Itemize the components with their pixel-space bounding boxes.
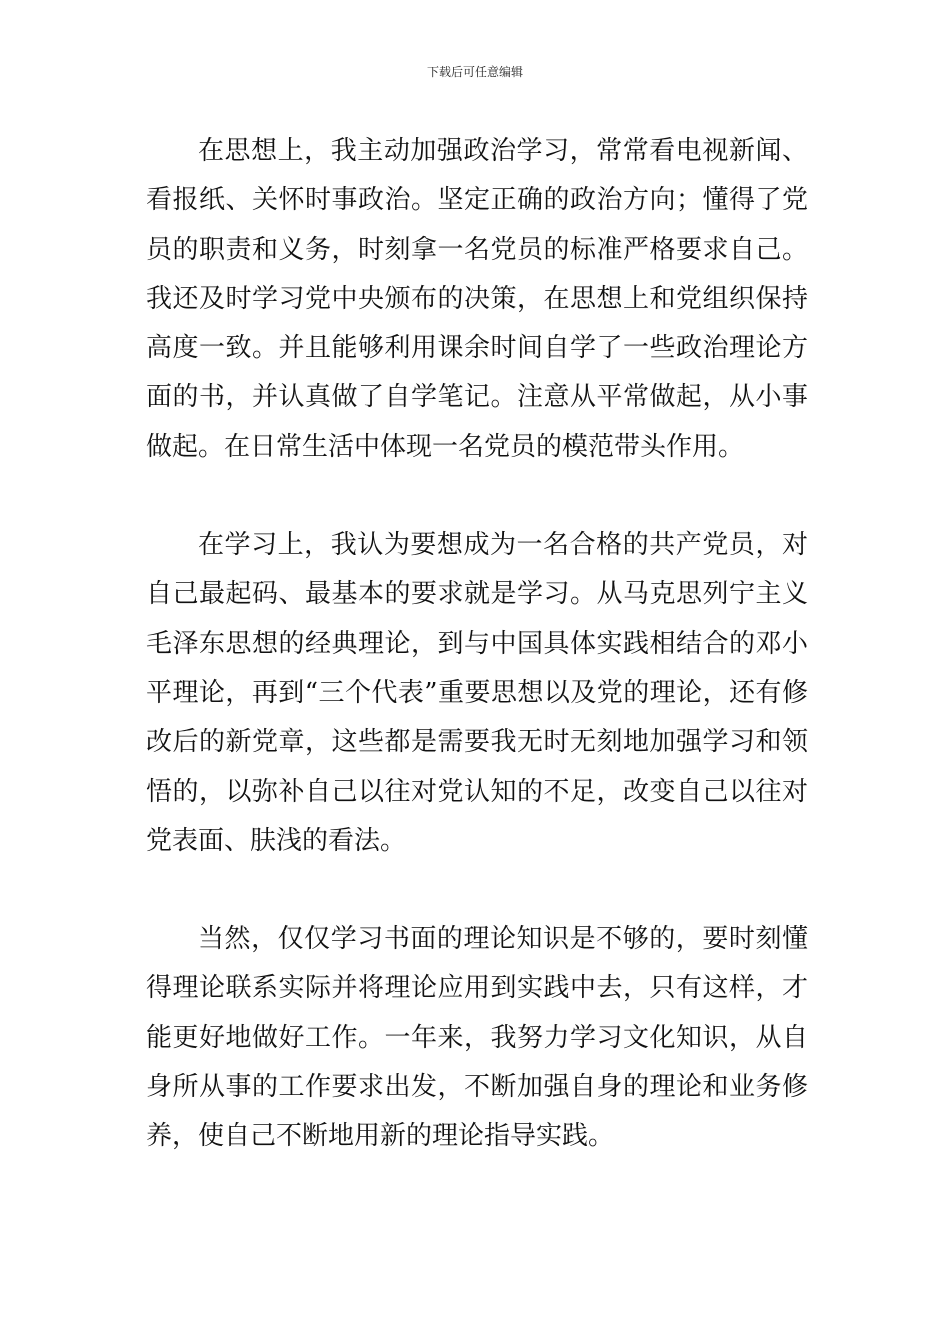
paragraph-practice: 当然，仅仅学习书面的理论知识是不够的，要时刻懂得理论联系实际并将理论应用到实践中去，只有这样，才能更好地做好工作。一年来，我努力学习文化知识，从自身所从事的工作要求出发，不断加强自身的理论和业务修养，使自己不断地用新的理论指导实践。 [146,924,808,1152]
document-body [146,127,808,1162]
header-note: 下载后可任意编辑 [426,65,523,79]
paragraph-ideology: 在思想上，我主动加强政治学习，常常看电视新闻、看报纸、关怀时事政治。坚定正确的政治方向；懂得了党员的职责和义务，时刻拿一名党员的标准严格要求自己。我还及时学习党中央颁布的决策，在思想上和党组织保持高度一致。并且能够利用课余时间自学了一些政治理论方面的书，并认真做了自学笔记。注意从平常做起，从小事做起。在日常生活中体现一名党员的模范带头作用。 [146,136,808,462]
paragraph-study: 在学习上，我认为要想成为一名合格的共产党员，对自己最起码、最基本的要求就是学习。从马克思列宁主义毛泽东思想的经典理论，到与中国具体实践相结合的邓小平理论，再到“三个代表”重要思想以及党的理论，还有修改后的新党章，这些都是需要我无时无刻地加强学习和领悟的，以弥补自己以往对党认知的不足，改变自己以往对党表面、肤浅的看法。 [146,530,808,856]
